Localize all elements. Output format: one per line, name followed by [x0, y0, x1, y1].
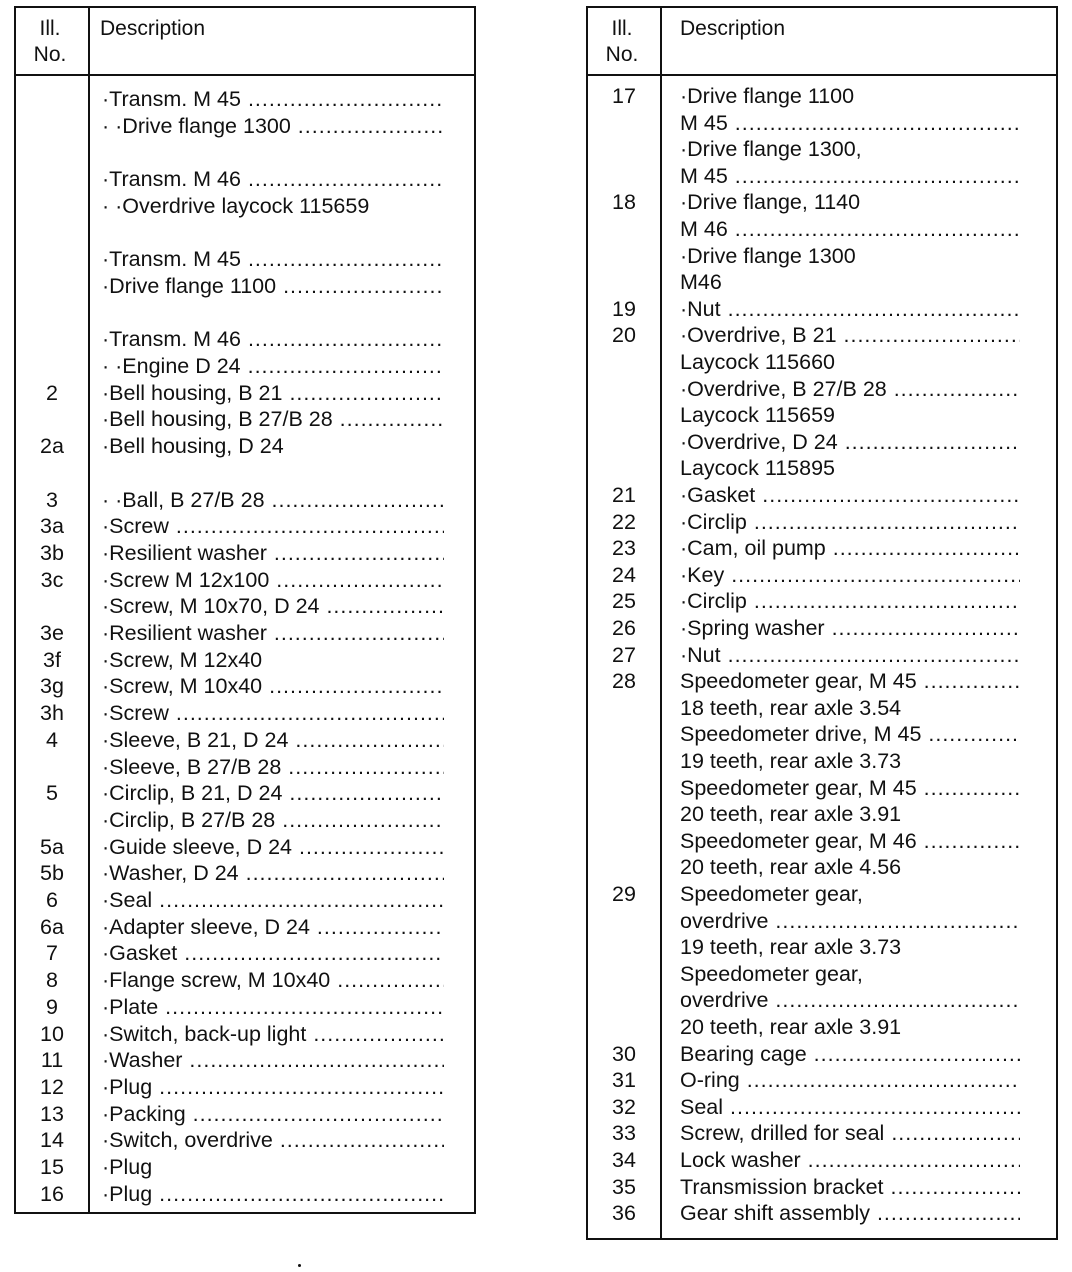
left-table-row [16, 166, 474, 193]
left-table-row [16, 780, 474, 807]
right-table-row [588, 668, 1056, 695]
right-table-row [588, 881, 1056, 908]
left-item-number: 13 [40, 1101, 64, 1126]
left-item-description: ·Washer, D 24 ..... [102, 860, 444, 887]
right-table-row [588, 1200, 1056, 1227]
right-item-description: Bearing cage ..... [680, 1041, 1020, 1068]
left-table-row [16, 86, 474, 113]
left-item-description: ·Plate ..... [102, 994, 444, 1021]
left-item-description: · ·Ball, B 27/B 28 ..... [102, 487, 444, 514]
right-table-row [588, 482, 1056, 509]
right-item-description: Seal ..... [680, 1094, 1020, 1121]
left-header-description: Description [100, 17, 206, 40]
right-table-row [588, 961, 1056, 988]
right-item-description: ·Spring washer ..... [680, 615, 1020, 642]
left-item-description: ·Drive flange 1100 ..... [102, 273, 444, 300]
left-item-description: ·Flange screw, M 10x40 ..... [102, 967, 444, 994]
left-item-number: 3g [40, 674, 64, 699]
left-item-number: 12 [40, 1074, 64, 1099]
right-item-number: 27 [612, 642, 636, 667]
left-item-number: 5 [46, 781, 58, 806]
right-item-description: overdrive ..... [680, 987, 1020, 1014]
right-item-number: 23 [612, 536, 636, 561]
left-item-description: ·Circlip, B 21, D 24 ..... [102, 780, 444, 807]
left-item-number: 3f [43, 647, 61, 672]
left-table-row [16, 834, 474, 861]
right-item-description: Screw, drilled for seal ..... [680, 1120, 1020, 1147]
left-table-row [16, 1021, 474, 1048]
left-table-row [16, 513, 474, 540]
right-item-number: 35 [612, 1174, 636, 1199]
right-item-description: 20 teeth, rear axle 3.91 [680, 802, 902, 827]
left-item-description: ·Transm. M 46 ..... [102, 166, 444, 193]
left-item-number: 2a [40, 434, 64, 459]
right-item-description: Speedometer gear, [680, 882, 863, 906]
left-item-description: ·Screw ..... [102, 513, 444, 540]
right-table-row [588, 695, 1056, 722]
right-table-row [588, 535, 1056, 562]
left-table-row [16, 807, 474, 834]
left-table-row [16, 113, 474, 140]
right-table-row [588, 1014, 1056, 1041]
left-item-description: ·Packing ..... [102, 1101, 444, 1128]
left-item-description: · ·Overdrive laycock 115659 [102, 193, 370, 218]
left-header-ill-no: Ill. No. [33, 17, 67, 66]
right-table-row [588, 509, 1056, 536]
left-item-number: 3a [40, 514, 64, 539]
right-item-number: 20 [612, 323, 636, 348]
right-item-description: ·Nut ..... [680, 642, 1020, 669]
left-table-row [16, 647, 474, 674]
left-item-number: 3h [40, 701, 64, 726]
left-item-description: ·Sleeve, B 27/B 28 ..... [102, 754, 444, 781]
right-item-description: Speedometer gear, M 46 ..... [680, 828, 1020, 855]
left-table-row [16, 754, 474, 781]
right-item-description: ·Overdrive, B 21 ..... [680, 322, 1020, 349]
left-item-description: ·Sleeve, B 21, D 24 ..... [102, 727, 444, 754]
left-item-number: 3 [46, 487, 58, 512]
left-item-description: ·Plug [102, 1155, 153, 1179]
left-item-description: ·Screw, M 10x70, D 24 ..... [102, 593, 444, 620]
right-item-number: 25 [612, 589, 636, 614]
left-table-row [16, 380, 474, 407]
right-item-description: ·Circlip ..... [680, 509, 1020, 536]
left-table-row [16, 273, 474, 300]
left-item-number: 5b [40, 861, 64, 886]
left-table-row [16, 300, 474, 327]
left-table-row [16, 860, 474, 887]
right-table-row [588, 455, 1056, 482]
right-item-description: O-ring ..... [680, 1067, 1020, 1094]
left-parts-table [14, 6, 476, 1214]
left-table-header [16, 8, 474, 76]
right-item-description: Laycock 115895 [680, 456, 835, 481]
right-header-ill-no: Ill. No. [605, 17, 639, 66]
right-table-row [588, 588, 1056, 615]
left-table-row [16, 540, 474, 567]
right-table-row [588, 163, 1056, 190]
right-table-row [588, 1041, 1056, 1068]
left-item-description: ·Screw, M 12x40 [102, 647, 263, 672]
right-item-number: 17 [612, 84, 636, 108]
left-item-description: ·Plug ..... [102, 1074, 444, 1101]
left-table-row [16, 1101, 474, 1128]
left-item-description: ·Transm. M 46 ..... [102, 326, 444, 353]
left-item-number: 3e [40, 621, 64, 645]
left-item-description: ·Bell housing, B 27/B 28 ..... [102, 406, 444, 433]
left-item-description: ·Resilient washer ..... [102, 620, 444, 647]
left-table-row [16, 700, 474, 727]
right-item-description: Gear shift assembly ..... [680, 1200, 1020, 1227]
right-table-row [588, 1067, 1056, 1094]
left-item-description: ·Seal ..... [102, 887, 444, 914]
right-item-description: Laycock 115660 [680, 350, 835, 374]
left-item-description: ·Circlip, B 27/B 28 ..... [102, 807, 444, 834]
right-item-description: ·Key ..... [680, 562, 1020, 589]
right-item-description: ·Overdrive, D 24 ..... [680, 429, 1020, 456]
right-item-description: Speedometer gear, M 45 ..... [680, 668, 1020, 695]
left-item-number: 7 [46, 941, 58, 966]
right-item-description: M 45 ..... [680, 110, 1020, 137]
left-item-number: 5a [40, 834, 64, 859]
left-item-description: ·Adapter sleeve, D 24 ..... [102, 914, 444, 941]
left-table-row [16, 727, 474, 754]
left-table-row [16, 914, 474, 941]
right-table-row [588, 721, 1056, 748]
right-item-description: Speedometer drive, M 45 ..... [680, 721, 1020, 748]
left-table-row [16, 220, 474, 247]
left-item-description: ·Screw, M 10x40 ..... [102, 673, 444, 700]
right-item-description: M46 [680, 270, 722, 295]
right-item-description: ·Drive flange 1300 [680, 243, 856, 268]
right-item-number: 30 [612, 1041, 636, 1066]
right-table-row [588, 854, 1056, 881]
right-table-header [588, 8, 1056, 76]
right-table-row [588, 349, 1056, 376]
right-item-number: 32 [612, 1094, 636, 1119]
left-table-row [16, 593, 474, 620]
right-item-number: 33 [612, 1121, 636, 1146]
right-table-row [588, 1147, 1056, 1174]
right-item-description: M 46 ..... [680, 216, 1020, 243]
right-table-row [588, 296, 1056, 323]
left-item-number: 6a [40, 914, 64, 939]
right-item-number: 18 [612, 190, 636, 215]
left-table-row [16, 567, 474, 594]
right-table-row [588, 934, 1056, 961]
left-item-description: · ·Engine D 24 ..... [102, 353, 444, 380]
right-item-description: 20 teeth, rear axle 4.56 [680, 855, 902, 880]
left-table-row [16, 1154, 474, 1181]
left-item-number: 2 [46, 380, 58, 405]
left-table-row [16, 433, 474, 460]
left-item-description: ·Switch, back-up light ..... [102, 1021, 444, 1048]
right-parts-table [586, 6, 1058, 1240]
left-item-number: 6 [46, 888, 58, 912]
left-table-row [16, 887, 474, 914]
right-item-description: ·Drive flange, 1140 [680, 190, 861, 215]
right-item-number: 31 [612, 1068, 636, 1093]
right-table-row [588, 110, 1056, 137]
left-item-description: ·Bell housing, D 24 [102, 434, 284, 459]
right-item-number: 22 [612, 509, 636, 534]
right-table-row [588, 748, 1056, 775]
right-table-row [588, 562, 1056, 589]
right-item-description: ·Overdrive, B 27/B 28 ..... [680, 376, 1020, 403]
left-table-row [16, 487, 474, 514]
left-item-description: ·Guide sleeve, D 24 ..... [102, 834, 444, 861]
left-item-number: 4 [46, 727, 58, 752]
right-item-description: ·Circlip ..... [680, 588, 1020, 615]
right-table-row [588, 908, 1056, 935]
left-table-row [16, 460, 474, 487]
left-item-description: ·Screw ..... [102, 700, 444, 727]
right-item-description: overdrive ..... [680, 908, 1020, 935]
right-table-row [588, 216, 1056, 243]
left-item-number: 15 [40, 1155, 64, 1179]
right-table-row [588, 429, 1056, 456]
right-table-row [588, 269, 1056, 296]
right-table-row [588, 801, 1056, 828]
right-item-number: 36 [612, 1201, 636, 1226]
left-item-description: ·Resilient washer ..... [102, 540, 444, 567]
right-item-description: Speedometer gear, M 45 ..... [680, 775, 1020, 802]
left-table-row [16, 326, 474, 353]
left-item-number: 3c [40, 567, 64, 592]
left-item-number: 14 [40, 1128, 64, 1153]
right-table-row [588, 987, 1056, 1014]
right-item-description: 18 teeth, rear axle 3.54 [680, 695, 902, 720]
right-item-description: Lock washer ..... [680, 1147, 1020, 1174]
left-table-row [16, 673, 474, 700]
left-item-description: ·Gasket ..... [102, 940, 444, 967]
left-item-number: 16 [40, 1181, 64, 1206]
right-table-row [588, 1120, 1056, 1147]
left-item-number: 11 [40, 1048, 64, 1073]
right-item-description: ·Nut ..... [680, 296, 1020, 323]
right-table-row [588, 828, 1056, 855]
right-item-description: ·Drive flange 1100 [680, 84, 855, 108]
left-item-description: ·Switch, overdrive ..... [102, 1127, 444, 1154]
left-table-row [16, 193, 474, 220]
left-table-row [16, 1127, 474, 1154]
right-table-row [588, 1174, 1056, 1201]
right-item-description: ·Cam, oil pump ..... [680, 535, 1020, 562]
right-item-number: 24 [612, 562, 636, 587]
left-item-description: ·Transm. M 45 ..... [102, 86, 444, 113]
right-item-number: 28 [612, 669, 636, 694]
right-table-row [588, 1094, 1056, 1121]
right-table-row [588, 83, 1056, 110]
right-item-description: Laycock 115659 [680, 403, 835, 428]
right-table-row [588, 322, 1056, 349]
left-table-row [16, 967, 474, 994]
right-item-description: ·Drive flange 1300, [680, 137, 862, 162]
left-item-number: 8 [46, 968, 58, 993]
left-table-row [16, 406, 474, 433]
right-item-number: 34 [612, 1148, 636, 1172]
right-item-description: 19 teeth, rear axle 3.73 [680, 749, 902, 773]
right-item-description: Speedometer gear, [680, 961, 863, 986]
left-item-description: ·Plug ..... [102, 1181, 444, 1208]
right-item-number: 19 [612, 296, 636, 321]
left-table-row [16, 1047, 474, 1074]
right-table-row [588, 402, 1056, 429]
left-table-row [16, 994, 474, 1021]
right-item-description: 20 teeth, rear axle 3.91 [680, 1015, 902, 1039]
right-item-description: ·Gasket ..... [680, 482, 1020, 509]
right-table-row [588, 642, 1056, 669]
right-item-description: M 45 ..... [680, 163, 1020, 190]
right-table-row [588, 775, 1056, 802]
left-table-row [16, 1074, 474, 1101]
right-item-number: 26 [612, 616, 636, 640]
left-item-description: · ·Drive flange 1300 ..... [102, 113, 444, 140]
stray-dot [298, 1264, 301, 1267]
left-table-row [16, 940, 474, 967]
right-item-description: Transmission bracket ..... [680, 1174, 1020, 1201]
right-table-row [588, 376, 1056, 403]
left-table-row [16, 246, 474, 273]
left-item-number: 9 [46, 994, 58, 1019]
right-table-row [588, 243, 1056, 270]
right-item-number: 29 [612, 882, 636, 906]
left-item-number: 3b [40, 540, 64, 565]
left-item-description: ·Transm. M 45 ..... [102, 246, 444, 273]
left-table-row [16, 620, 474, 647]
left-item-description: ·Screw M 12x100 ..... [102, 567, 444, 594]
right-item-number: 21 [612, 483, 636, 507]
right-table-row [588, 615, 1056, 642]
left-item-description: ·Bell housing, B 21 ..... [102, 380, 444, 407]
left-item-description: ·Washer ..... [102, 1047, 444, 1074]
left-table-row [16, 1181, 474, 1208]
right-table-row [588, 189, 1056, 216]
right-item-description: 19 teeth, rear axle 3.73 [680, 935, 902, 960]
left-table-row [16, 353, 474, 380]
right-header-description: Description [680, 17, 786, 40]
right-table-row [588, 136, 1056, 163]
left-table-row [16, 139, 474, 166]
left-item-number: 10 [40, 1021, 64, 1046]
